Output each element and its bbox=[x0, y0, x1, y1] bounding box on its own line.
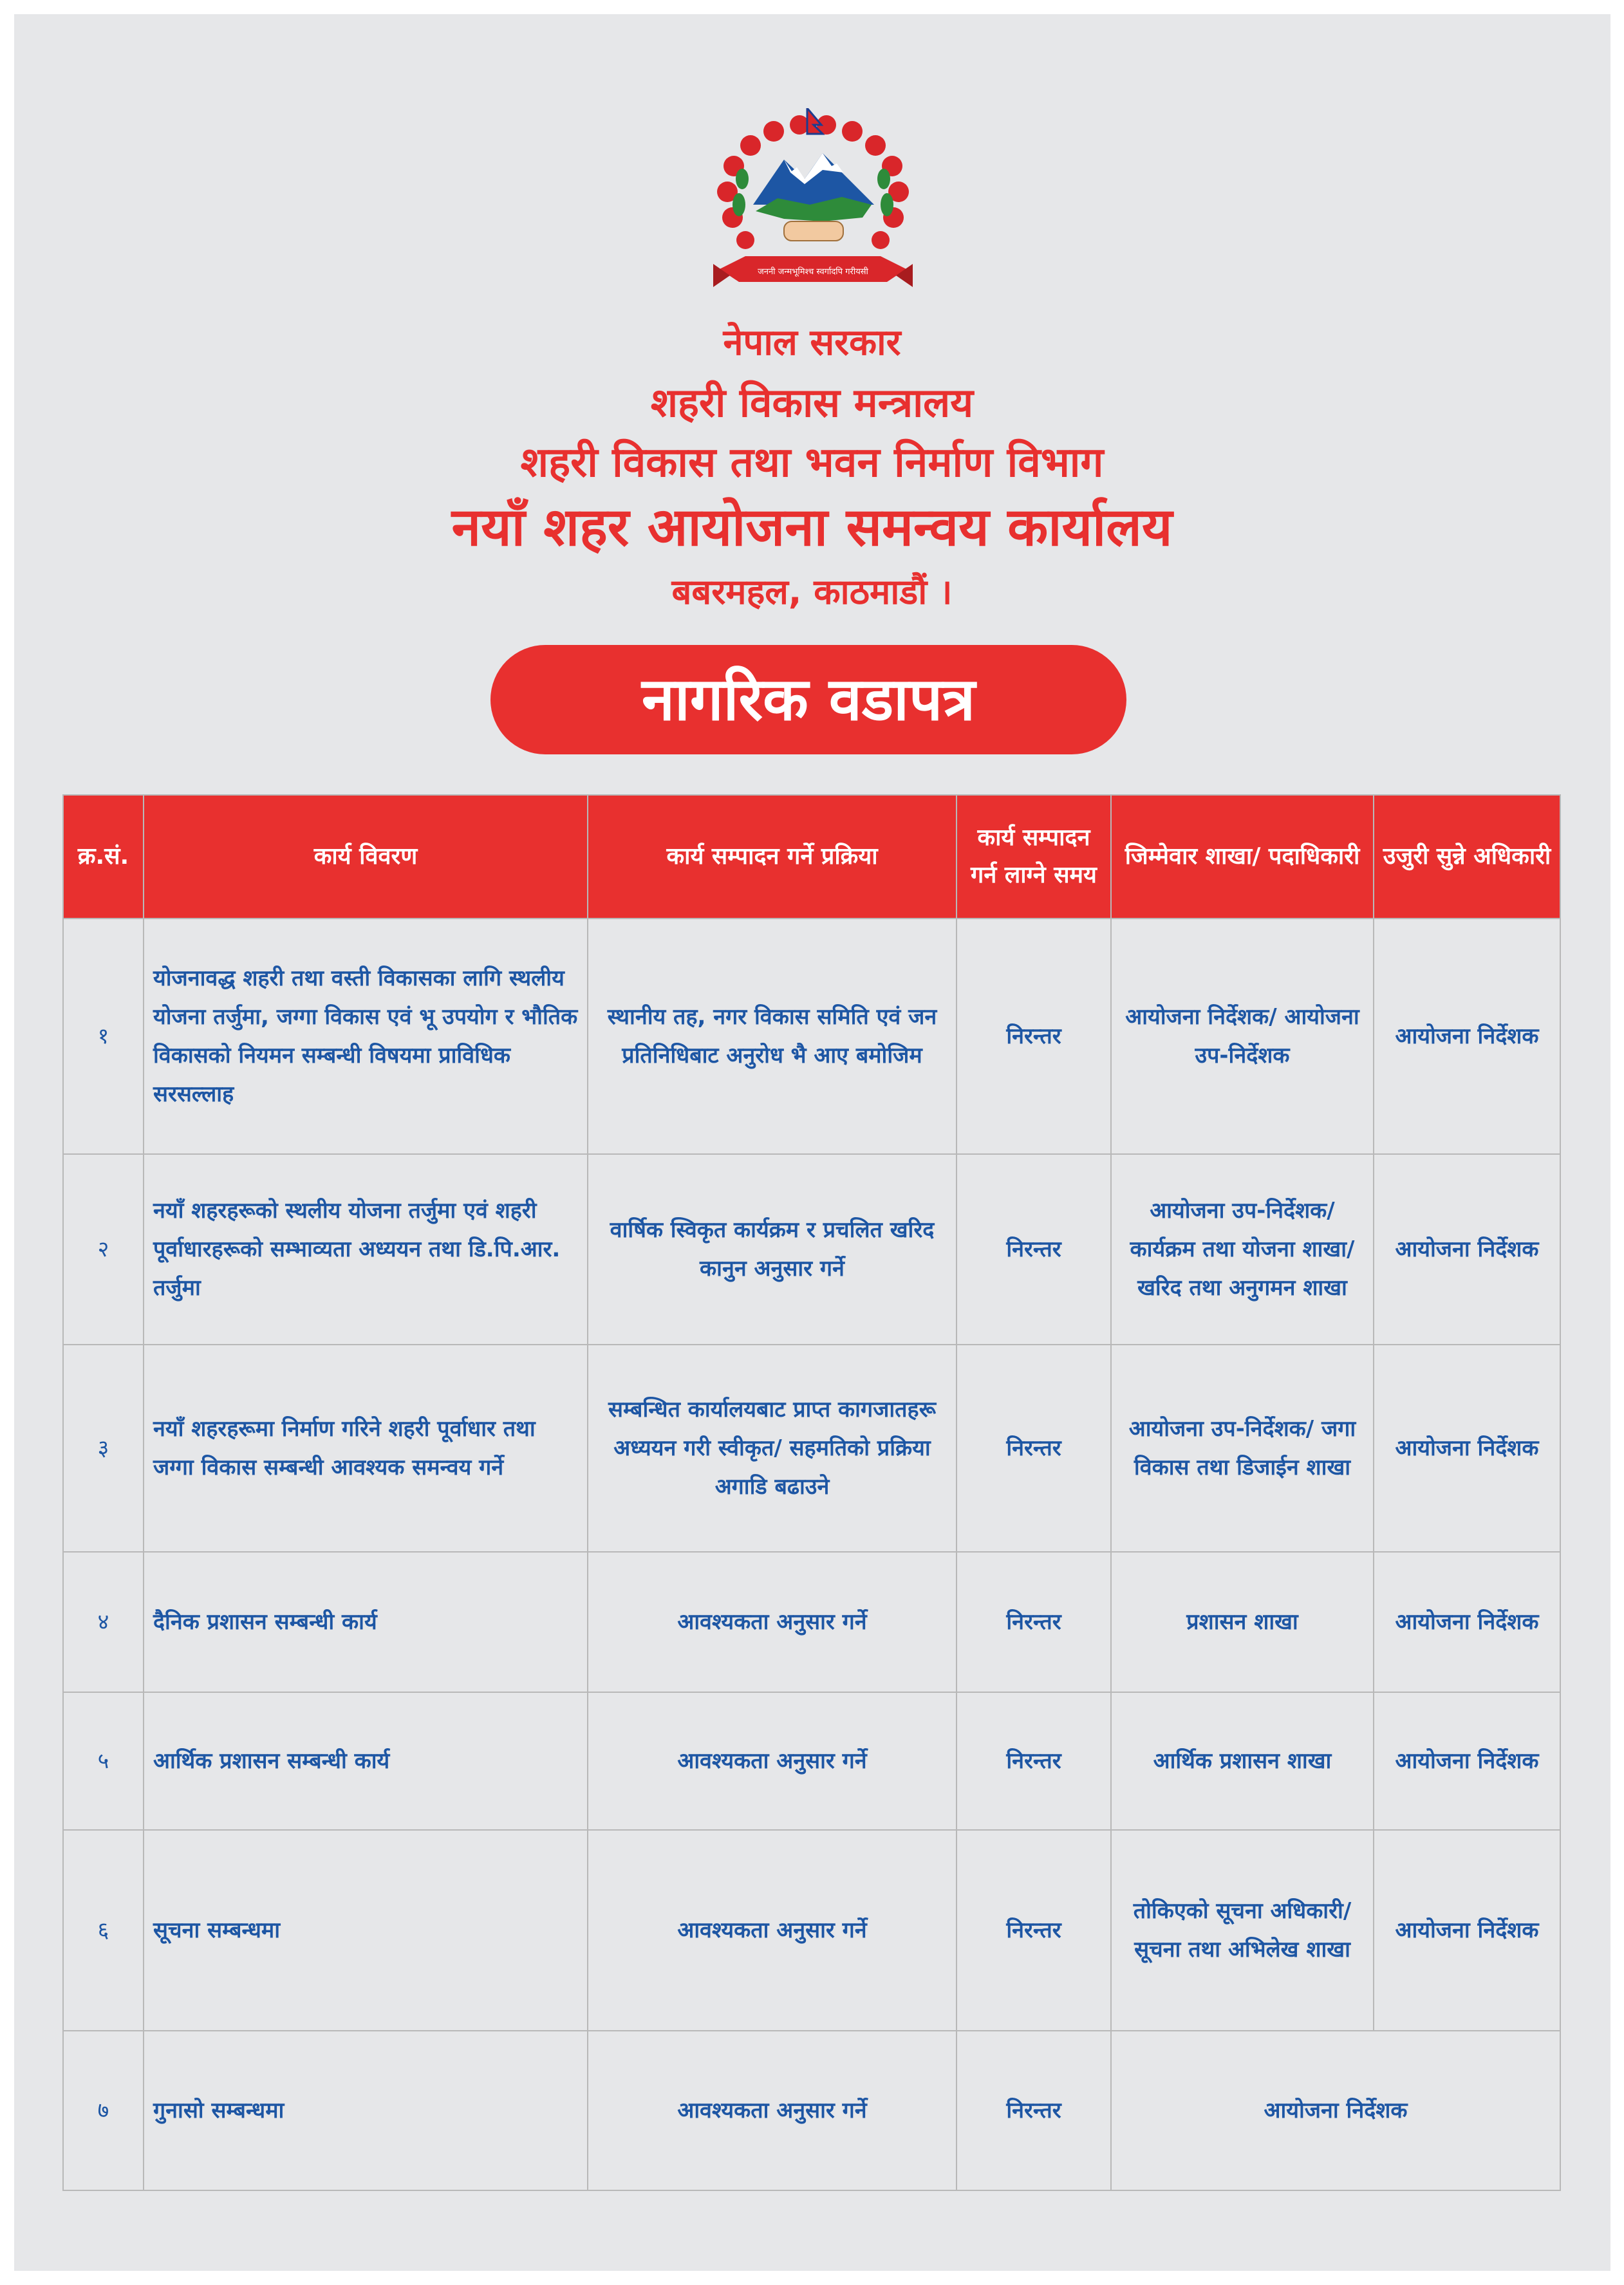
cell-responsible: तोकिएको सूचना अधिकारी/ सूचना तथा अभिलेख शाखा bbox=[1111, 1830, 1374, 2031]
cell-responsible: आयोजना उप-निर्देशक/ जगा विकास तथा डिजाईन शाखा bbox=[1111, 1345, 1374, 1552]
header-process: कार्य सम्पादन गर्ने प्रक्रिया bbox=[588, 795, 957, 919]
charter-title-badge: नागरिक वडापत्र bbox=[490, 645, 1126, 754]
emblem-motto: जननी जन्मभूमिश्च स्वर्गादपि गरीयसी bbox=[758, 267, 868, 277]
cell-responsible: प्रशासन शाखा bbox=[1111, 1552, 1374, 1692]
cell-time: निरन्तर bbox=[957, 1692, 1111, 1830]
table-row bbox=[63, 919, 1560, 1154]
cell-work: आर्थिक प्रशासन सम्बन्धी कार्य bbox=[144, 1692, 588, 1830]
cell-grievance: आयोजना निर्देशक bbox=[1374, 1154, 1560, 1345]
cell-process: सम्बन्धित कार्यालयबाट प्राप्त कागजातहरू अध्ययन गरी स्वीकृत/ सहमतिको प्रक्रिया अगाडि बढाउने bbox=[588, 1345, 957, 1552]
office-name: नयाँ शहर आयोजना समन्वय कार्यालय bbox=[451, 497, 1173, 558]
cell-sn: १ bbox=[63, 919, 144, 1154]
cell-sn: ७ bbox=[63, 2031, 144, 2190]
header-grievance-officer: उजुरी सुन्ने अधिकारी bbox=[1374, 795, 1560, 919]
cell-sn: ३ bbox=[63, 1345, 144, 1552]
cell-work: गुनासो सम्बन्धमा bbox=[144, 2031, 588, 2190]
table-header-row bbox=[63, 795, 1560, 919]
cell-work: सूचना सम्बन्धमा bbox=[144, 1830, 588, 2031]
cell-responsible: आयोजना उप-निर्देशक/ कार्यक्रम तथा योजना शाखा/ खरिद तथा अनुगमन शाखा bbox=[1111, 1154, 1374, 1345]
cell-responsible: आर्थिक प्रशासन शाखा bbox=[1111, 1692, 1374, 1830]
cell-responsible: आयोजना निर्देशक/ आयोजना उप-निर्देशक bbox=[1111, 919, 1374, 1154]
cell-process: वार्षिक स्विकृत कार्यक्रम र प्रचलित खरिद कानुन अनुसार गर्ने bbox=[588, 1154, 957, 1345]
cell-time: निरन्तर bbox=[957, 1345, 1111, 1552]
cell-time: निरन्तर bbox=[957, 1154, 1111, 1345]
cell-time: निरन्तर bbox=[957, 2031, 1111, 2190]
cell-grievance: आयोजना निर्देशक bbox=[1374, 1345, 1560, 1552]
cell-sn: ४ bbox=[63, 1552, 144, 1692]
header-responsible: जिम्मेवार शाखा/ पदाधिकारी bbox=[1111, 795, 1374, 919]
cell-grievance: आयोजना निर्देशक bbox=[1374, 919, 1560, 1154]
header-work-description: कार्य विवरण bbox=[144, 795, 588, 919]
cell-grievance: आयोजना निर्देशक bbox=[1374, 1692, 1560, 1830]
cell-work: नयाँ शहरहरूको स्थलीय योजना तर्जुमा एवं शहरी पूर्वाधारहरूको सम्भाव्यता अध्ययन तथा डि.पि.आर. तर्जुमा bbox=[144, 1154, 588, 1345]
office-address: बबरमहल, काठमाडौं । bbox=[671, 572, 953, 612]
cell-process: आवश्यकता अनुसार गर्ने bbox=[588, 1692, 957, 1830]
ministry-name: शहरी विकास मन्त्रालय bbox=[650, 379, 974, 426]
table-row bbox=[63, 1345, 1560, 1552]
department-name: शहरी विकास तथा भवन निर्माण विभाग bbox=[520, 439, 1104, 487]
citizen-charter-table bbox=[62, 794, 1561, 2191]
cell-time: निरन्तर bbox=[957, 919, 1111, 1154]
table-row bbox=[63, 1830, 1560, 2031]
table-row bbox=[63, 1154, 1560, 1345]
cell-time: निरन्तर bbox=[957, 1552, 1111, 1692]
header-time: कार्य सम्पादन गर्न लाग्ने समय bbox=[957, 795, 1111, 919]
cell-work: दैनिक प्रशासन सम्बन्धी कार्य bbox=[144, 1552, 588, 1692]
cell-sn: २ bbox=[63, 1154, 144, 1345]
cell-process: आवश्यकता अनुसार गर्ने bbox=[588, 1830, 957, 2031]
cell-process: आवश्यकता अनुसार गर्ने bbox=[588, 1552, 957, 1692]
cell-sn: ६ bbox=[63, 1830, 144, 2031]
nepal-government-emblem-icon bbox=[694, 108, 932, 308]
cell-grievance: आयोजना निर्देशक bbox=[1374, 1830, 1560, 2031]
cell-grievance: आयोजना निर्देशक bbox=[1374, 1552, 1560, 1692]
cell-work: नयाँ शहरहरूमा निर्माण गरिने शहरी पूर्वाधार तथा जग्गा विकास सम्बन्धी आवश्यक समन्वय गर्ने bbox=[144, 1345, 588, 1552]
cell-process: स्थानीय तह, नगर विकास समिति एवं जन प्रतिनिधिबाट अनुरोध भै आए बमोजिम bbox=[588, 919, 957, 1154]
cell-responsible-merged: आयोजना निर्देशक bbox=[1111, 2031, 1560, 2190]
header-serial-number: क्र.सं. bbox=[63, 795, 144, 919]
government-name: नेपाल सरकार bbox=[723, 322, 901, 364]
table-row bbox=[63, 1552, 1560, 1692]
cell-sn: ५ bbox=[63, 1692, 144, 1830]
cell-time: निरन्तर bbox=[957, 1830, 1111, 2031]
table-row bbox=[63, 2031, 1560, 2190]
cell-process: आवश्यकता अनुसार गर्ने bbox=[588, 2031, 957, 2190]
table-row bbox=[63, 1692, 1560, 1830]
cell-work: योजनावद्ध शहरी तथा वस्ती विकासका लागि स्थलीय योजना तर्जुमा, जग्गा विकास एवं भू उपयोग र भौतिक विकासको नियमन सम्बन्धी विषयमा प्राविधिक सरसल्लाह bbox=[144, 919, 588, 1154]
